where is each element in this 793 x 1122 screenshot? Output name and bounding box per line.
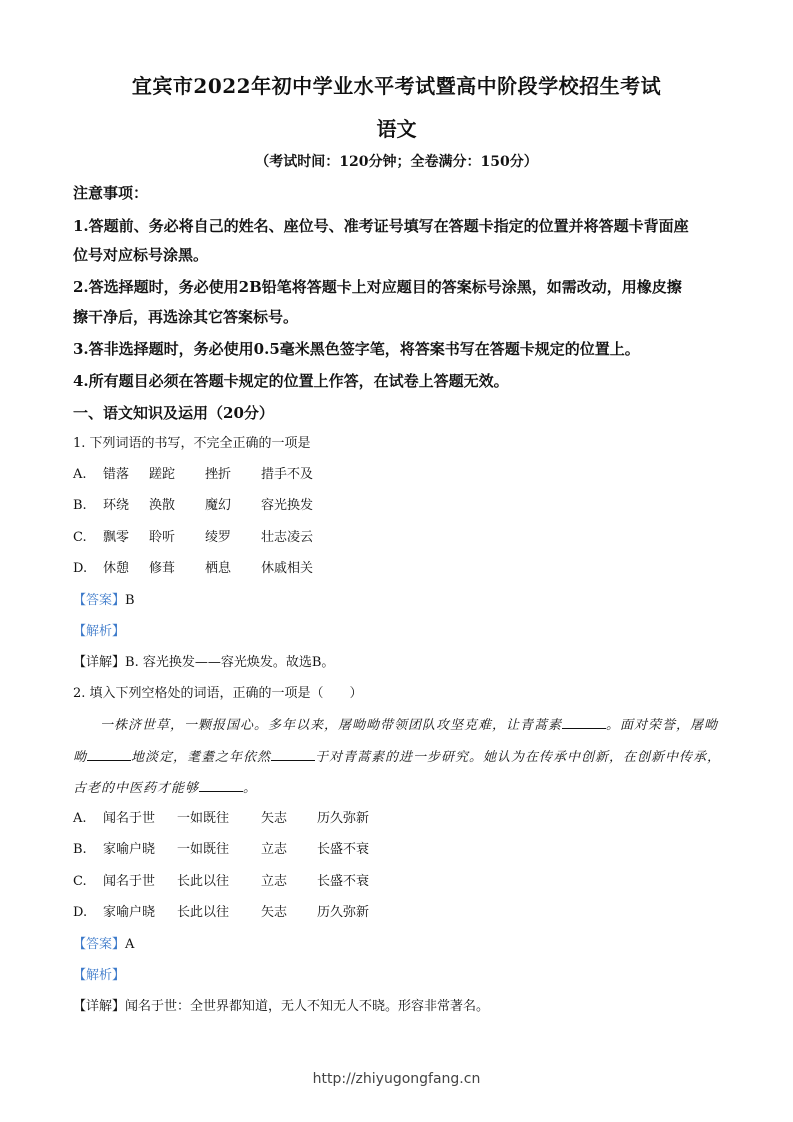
- section-heading: 一、语文知识及运用（20分）: [73, 404, 274, 422]
- q2-analysis-tag: 【解析】: [73, 968, 126, 983]
- q2-option-b: [73, 838, 369, 857]
- option-word: 长盛不衰: [317, 842, 370, 857]
- notice-line-2: 位号对应标号涂黑。: [73, 246, 209, 264]
- option-word: 飘零: [103, 530, 130, 545]
- detail-tag: 【详解】: [73, 655, 126, 670]
- option-word: 矢志: [261, 811, 288, 826]
- option-word: 挫折: [205, 467, 232, 482]
- option-word: 绫罗: [205, 530, 232, 545]
- option-word: 休戚相关: [261, 561, 314, 576]
- option-word: 错落: [103, 467, 130, 482]
- notice-line-4: 擦干净后，再选涂其它答案标号。: [73, 308, 299, 326]
- passage-text: 。: [243, 781, 258, 796]
- option-word: 长此以往: [177, 905, 230, 920]
- passage-text: 。面对荣誉，屠呦: [606, 718, 719, 733]
- detail-tag: 【详解】: [73, 999, 126, 1014]
- passage-text: 一株济世草，一颗报国心。多年以来，屠呦呦带领团队攻坚克难，让青蒿素: [100, 718, 563, 733]
- notice-line-5: 3.答非选择题时，务必使用0.5毫米黑色签字笔，将答案书写在答题卡规定的位置上。: [73, 340, 640, 358]
- option-word: 立志: [261, 842, 288, 857]
- q2-passage-line-1: [100, 714, 718, 733]
- passage-text: 于对青蒿素的进一步研究。她认为在传承中创新，在创新中传承，: [315, 750, 722, 765]
- option-word: 休憩: [103, 561, 130, 576]
- option-word: 环绕: [103, 498, 130, 513]
- answer-tag: 【答案】: [73, 937, 126, 952]
- q2-passage-line-3: [73, 777, 257, 796]
- notice-line-1: 1.答题前、务必将自己的姓名、座位号、准考证号填写在答题卡指定的位置并将答题卡背面座: [73, 217, 689, 235]
- option-word: 魔幻: [205, 498, 232, 513]
- fill-blank: [87, 748, 131, 761]
- detail-text: B. 容光换发——容光焕发。故选B。: [125, 655, 335, 670]
- notice-line-3: 2.答选择题时，务必使用2B铅笔将答题卡上对应题目的答案标号涂黑，如需改动，用橡皮擦: [73, 278, 682, 296]
- answer-value: A: [125, 937, 135, 952]
- option-word: 蹉跎: [149, 467, 176, 482]
- option-label: D.: [73, 905, 88, 920]
- q1-option-c: [73, 526, 313, 545]
- option-word: 容光换发: [261, 498, 314, 513]
- option-word: 历久弥新: [317, 905, 370, 920]
- option-label: A.: [73, 811, 87, 826]
- option-word: 长此以往: [177, 874, 230, 889]
- q1-option-d: [73, 557, 313, 576]
- q2-detail: [73, 995, 489, 1014]
- q1-answer: [73, 589, 135, 608]
- q1-option-b: [73, 494, 313, 513]
- option-word: 一如既往: [177, 842, 230, 857]
- option-word: 家喻户晓: [103, 842, 156, 857]
- option-word: 壮志凌云: [261, 530, 314, 545]
- option-label: B.: [73, 498, 87, 513]
- q1-option-a: [73, 463, 313, 482]
- q1-analysis-tag: 【解析】: [73, 624, 126, 639]
- option-word: 修葺: [149, 561, 176, 576]
- fill-blank: [199, 779, 243, 792]
- q2-option-c: [73, 870, 369, 889]
- q2-stem: 2. 填入下列空格处的词语，正确的一项是（ ）: [73, 686, 363, 701]
- exam-info: （考试时间：120分钟；全卷满分：150分）: [255, 154, 538, 170]
- notice-heading: 注意事项：: [73, 184, 149, 202]
- detail-text: 闻名于世：全世界都知道，无人不知无人不晓。形容非常著名。: [125, 999, 490, 1014]
- option-word: 矢志: [261, 905, 288, 920]
- passage-text: 地淡定，耄耋之年依然: [131, 750, 272, 765]
- option-word: 闻名于世: [103, 874, 156, 889]
- footer-url: http://zhiyugongfang.cn: [312, 1071, 481, 1087]
- answer-tag: 【答案】: [73, 593, 126, 608]
- option-label: B.: [73, 842, 87, 857]
- passage-text: 呦: [73, 750, 88, 765]
- notice-line-6: 4.所有题目必须在答题卡规定的位置上作答，在试卷上答题无效。: [73, 372, 509, 390]
- option-word: 长盛不衰: [317, 874, 370, 889]
- q2-passage-line-2: [73, 746, 721, 765]
- option-word: 涣散: [149, 498, 176, 513]
- q2-answer: [73, 933, 134, 952]
- option-word: 一如既往: [177, 811, 230, 826]
- option-word: 闻名于世: [103, 811, 156, 826]
- answer-value: B: [125, 593, 135, 608]
- q1-detail: [73, 651, 334, 670]
- page-title: 宜宾市2022年初中学业水平考试暨高中阶段学校招生考试: [131, 74, 662, 98]
- option-label: A.: [73, 467, 87, 482]
- q2-option-a: [73, 807, 369, 826]
- option-word: 聆听: [149, 530, 176, 545]
- option-word: 立志: [261, 874, 288, 889]
- option-word: 家喻户晓: [103, 905, 156, 920]
- q1-stem: 1. 下列词语的书写，不完全正确的一项是: [73, 436, 311, 451]
- q2-option-d: [73, 901, 369, 920]
- option-word: 措手不及: [261, 467, 314, 482]
- fill-blank: [562, 716, 606, 729]
- option-word: 栖息: [205, 561, 232, 576]
- option-label: D.: [73, 561, 88, 576]
- option-label: C.: [73, 530, 87, 545]
- option-word: 历久弥新: [317, 811, 370, 826]
- option-label: C.: [73, 874, 87, 889]
- passage-text: 古老的中医药才能够: [73, 781, 200, 796]
- fill-blank: [271, 748, 315, 761]
- subject-title: 语文: [376, 117, 417, 141]
